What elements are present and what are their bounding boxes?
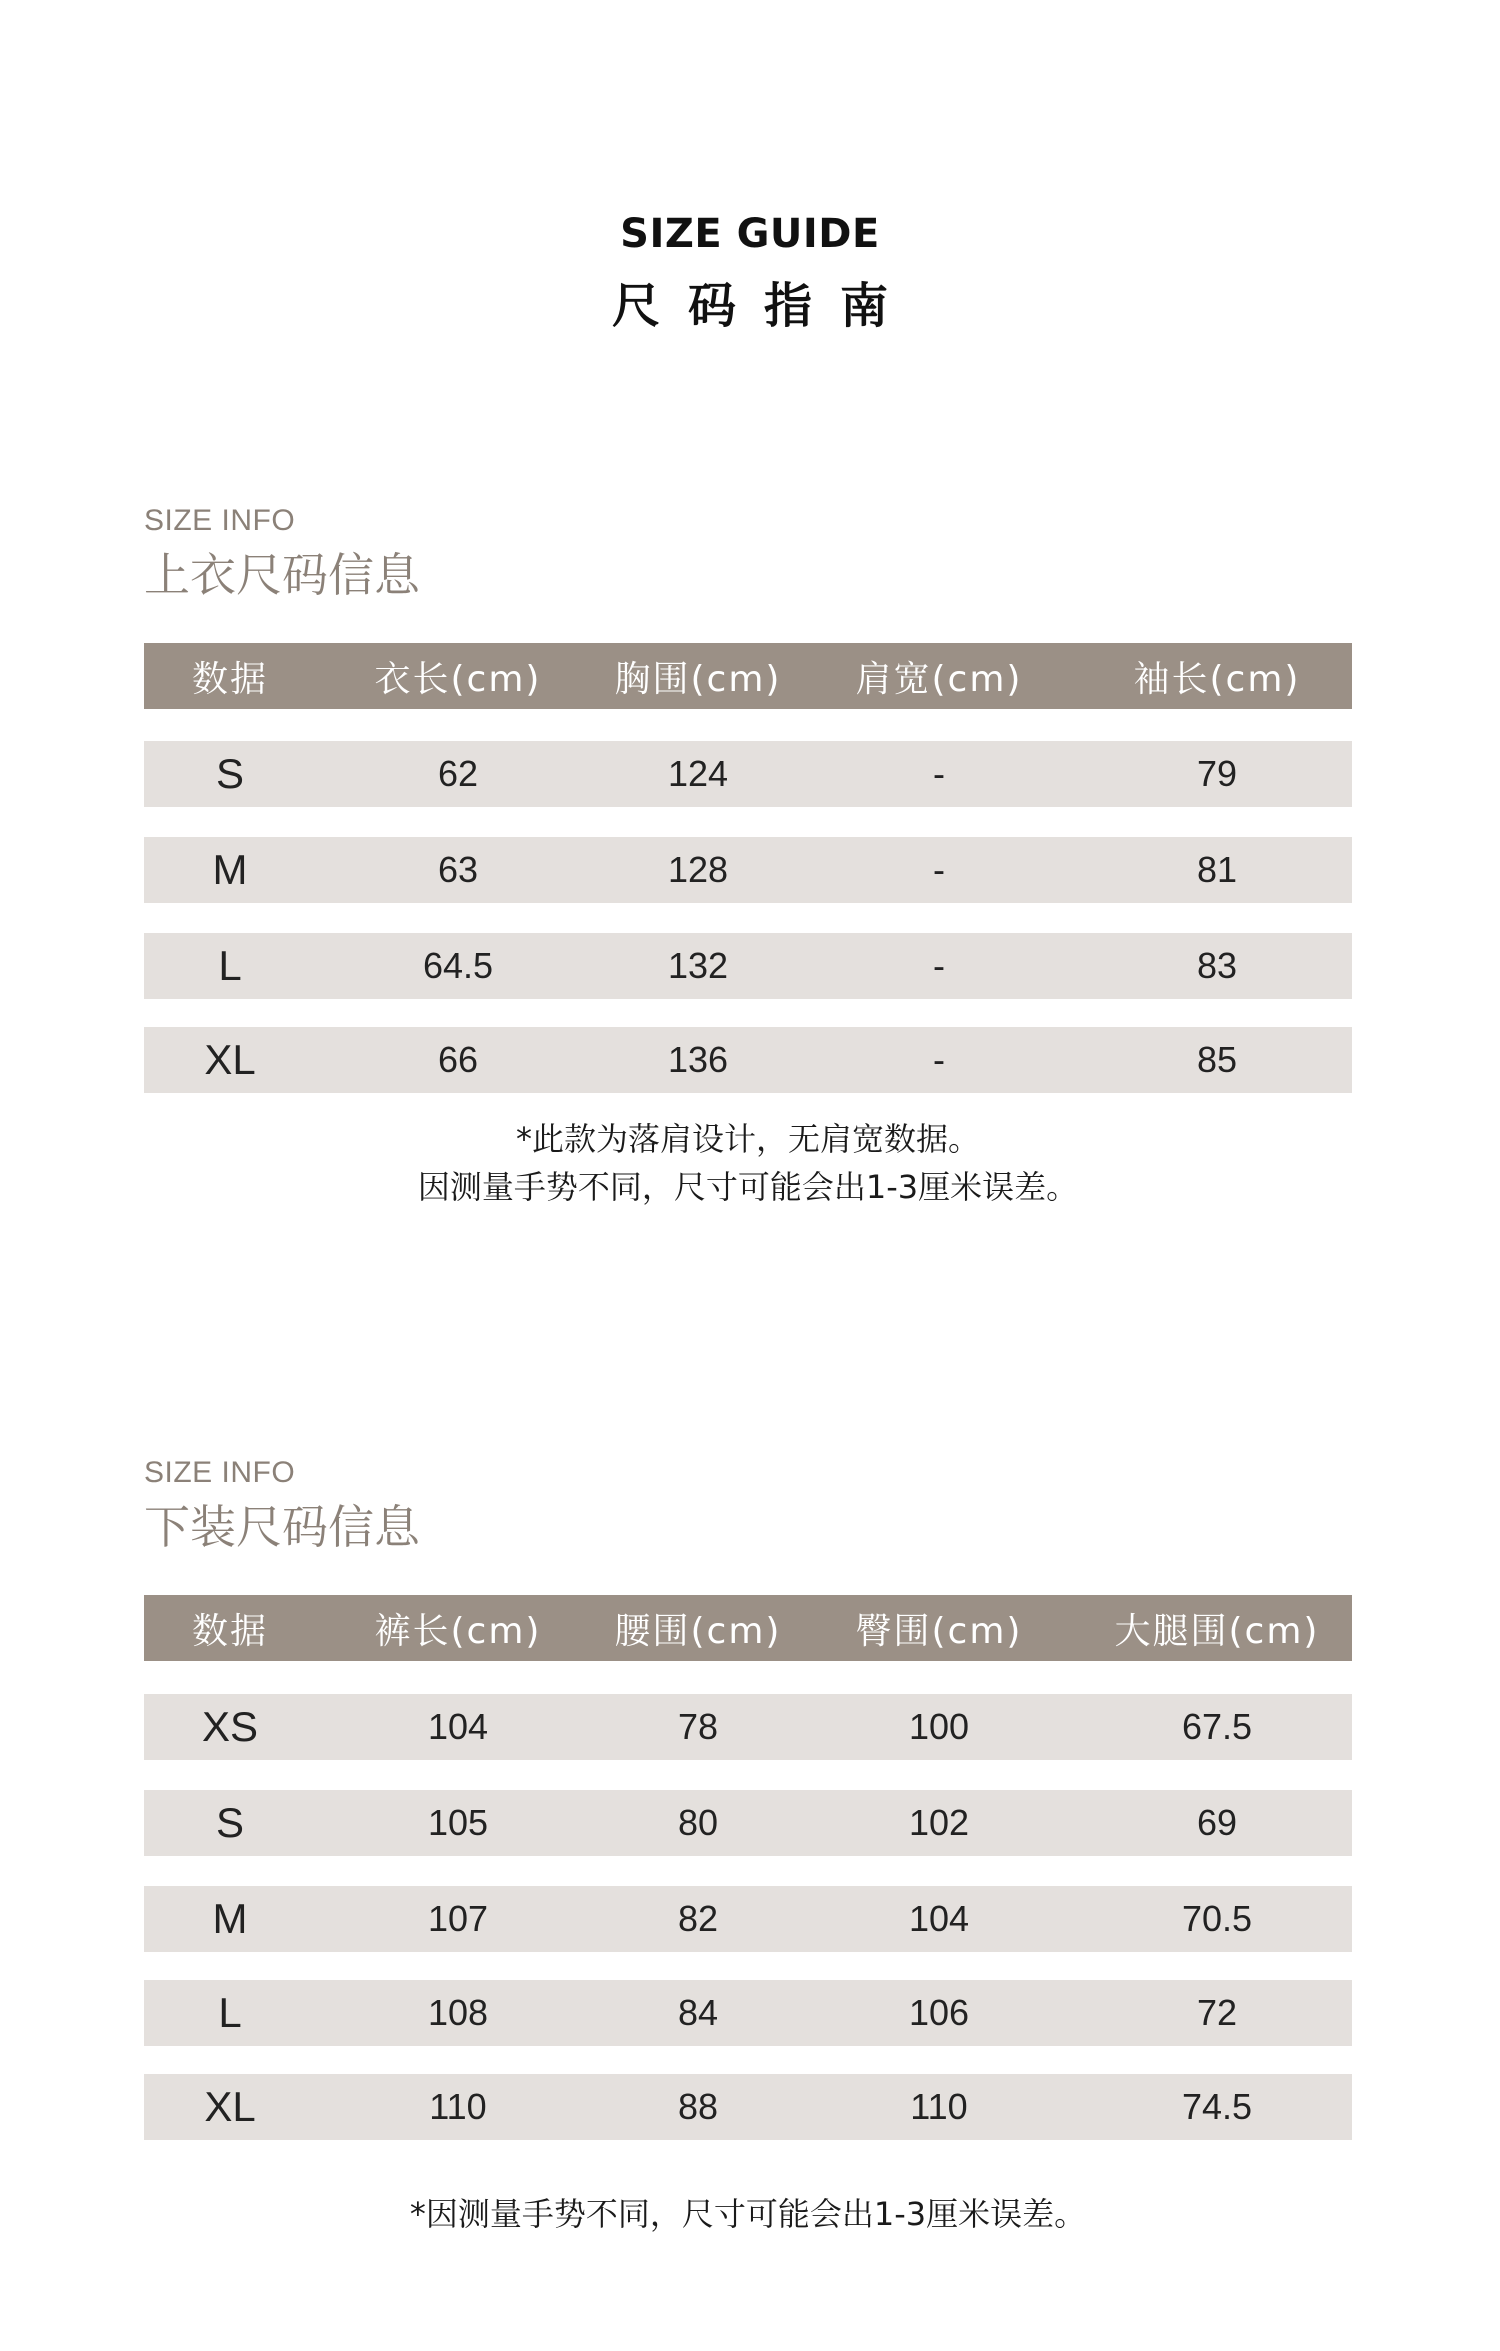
note-line: *因测量手势不同，尺寸可能会出1-3厘米误差。 — [409, 2195, 1087, 2233]
table-cell: - — [933, 945, 945, 986]
size-cell: M — [212, 846, 248, 893]
size-cell: S — [215, 1799, 244, 1846]
table-cell: 102 — [908, 1802, 970, 1843]
table-cell: 64.5 — [422, 945, 494, 986]
table-row — [144, 1694, 1352, 1760]
bottom-size-table — [144, 1595, 1352, 2238]
table-cell: 74.5 — [1181, 2086, 1253, 2127]
table-cell: 67.5 — [1181, 1706, 1253, 1747]
table-cell: 70.5 — [1181, 1898, 1253, 1939]
table-cell: 128 — [667, 849, 729, 890]
column-header: 腰围(cm) — [614, 1610, 782, 1652]
size-cell: XL — [204, 2083, 256, 2130]
column-header: 袖长(cm) — [1133, 658, 1301, 700]
column-header: 裤长(cm) — [374, 1610, 542, 1652]
table-cell: 85 — [1196, 1039, 1238, 1080]
table-cell: - — [933, 1039, 945, 1080]
section-label-zh: 上衣尺码信息 — [144, 548, 420, 602]
table-cell: 106 — [908, 1992, 970, 2033]
table-cell: 136 — [667, 1039, 729, 1080]
table-cell: - — [933, 849, 945, 890]
bottom-size-section — [144, 1455, 1352, 1557]
column-header: 肩宽(cm) — [855, 658, 1023, 700]
table-cell: 78 — [677, 1706, 719, 1747]
table-cell: 80 — [677, 1802, 719, 1843]
note-line: *此款为落肩设计，无肩宽数据。 — [515, 1120, 980, 1158]
size-cell: S — [215, 750, 244, 797]
size-cell: L — [218, 942, 242, 989]
section-label-en: SIZE INFO — [144, 1456, 296, 1489]
table-cell: - — [933, 753, 945, 794]
table-cell: 82 — [677, 1898, 719, 1939]
size-cell: M — [212, 1895, 248, 1942]
column-header: 臀围(cm) — [855, 1610, 1023, 1652]
top-size-section — [144, 503, 1352, 605]
table-header — [144, 643, 1352, 709]
table-row — [144, 741, 1352, 807]
table-cell: 110 — [910, 2086, 968, 2127]
table-row — [144, 933, 1352, 999]
section-label-en: SIZE INFO — [144, 504, 296, 537]
table-cell: 132 — [667, 945, 729, 986]
table-cell: 83 — [1196, 945, 1238, 986]
table-cell: 72 — [1196, 1992, 1238, 2033]
note-line: 因测量手势不同，尺寸可能会出1-3厘米误差。 — [417, 1168, 1079, 1206]
table-row — [144, 1027, 1352, 1093]
table-notes — [144, 2190, 1352, 2238]
column-header: 数据 — [191, 1610, 268, 1652]
page-title-en: SIZE GUIDE — [620, 211, 880, 257]
table-cell: 63 — [437, 849, 479, 890]
table-notes — [144, 1115, 1352, 1211]
size-cell: L — [218, 1989, 242, 2036]
table-cell: 100 — [908, 1706, 970, 1747]
table-row — [144, 1980, 1352, 2046]
table-cell: 110 — [429, 2086, 487, 2127]
table-cell: 124 — [667, 753, 729, 794]
table-cell: 107 — [427, 1898, 489, 1939]
table-cell: 84 — [677, 1992, 719, 2033]
table-header — [144, 1595, 1352, 1661]
column-header: 衣长(cm) — [374, 658, 542, 700]
table-row — [144, 1886, 1352, 1952]
section-label-zh: 下装尺码信息 — [144, 1500, 420, 1554]
table-cell: 79 — [1196, 753, 1238, 794]
page-title-zh: 尺码指南 — [611, 278, 916, 334]
table-cell: 105 — [427, 1802, 489, 1843]
table-cell: 66 — [437, 1039, 479, 1080]
column-header: 大腿围(cm) — [1114, 1610, 1320, 1652]
column-header: 数据 — [191, 658, 268, 700]
table-cell: 69 — [1196, 1802, 1238, 1843]
table-row — [144, 837, 1352, 903]
table-cell: 62 — [437, 753, 479, 794]
table-row — [144, 2074, 1352, 2140]
top-size-table — [144, 643, 1352, 1211]
table-cell: 81 — [1196, 849, 1238, 890]
table-cell: 108 — [427, 1992, 489, 2033]
size-cell: XL — [204, 1036, 256, 1083]
size-cell: XS — [201, 1703, 259, 1750]
table-cell: 104 — [427, 1706, 489, 1747]
column-header: 胸围(cm) — [614, 658, 782, 700]
table-cell: 104 — [908, 1898, 970, 1939]
page-header — [0, 206, 1500, 336]
table-row — [144, 1790, 1352, 1856]
table-cell: 88 — [677, 2086, 719, 2127]
